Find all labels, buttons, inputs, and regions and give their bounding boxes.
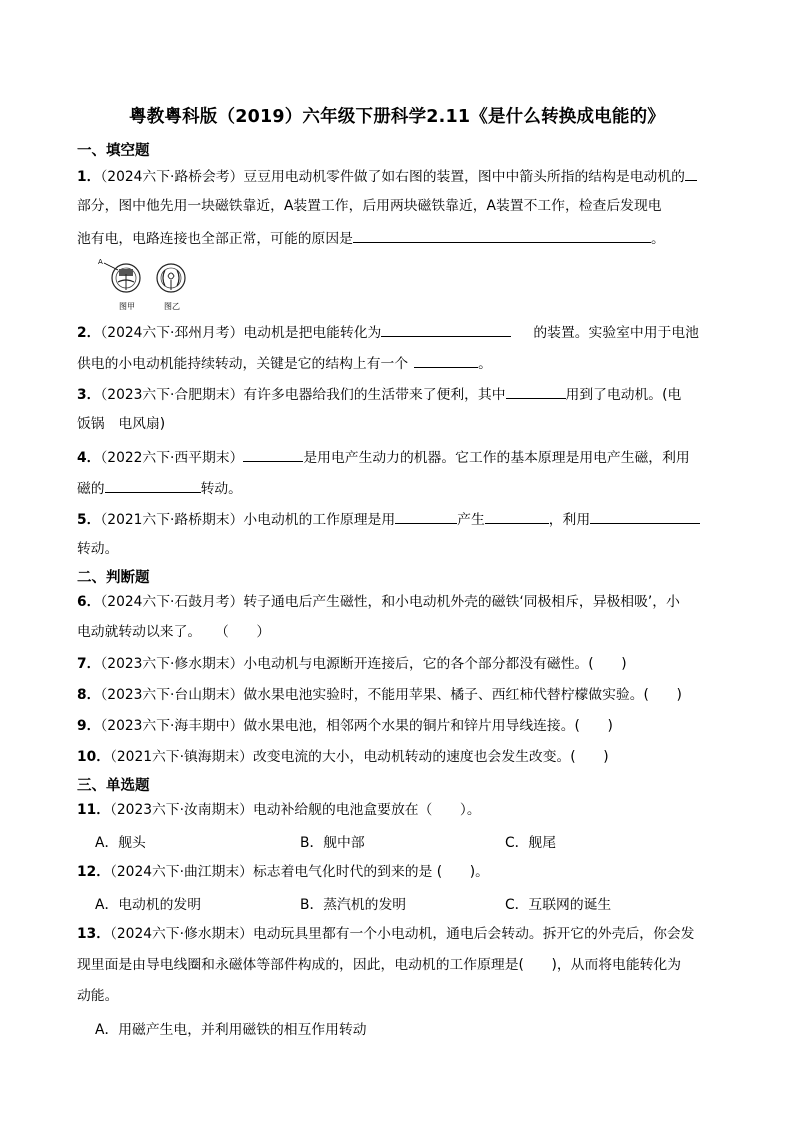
question-7 — [77, 654, 722, 674]
question-source: （2022六下·西平期末） — [100, 450, 244, 466]
option-c[interactable]: C．互联网的诞生 — [505, 897, 612, 913]
question-2-line-1 — [77, 321, 722, 343]
question-text: 。 — [478, 356, 492, 372]
question-6-line-2: 电动就转动以来了。 （ ） — [77, 624, 271, 640]
question-11 — [77, 800, 722, 820]
motor-diagram-image — [96, 256, 196, 316]
question-source: （2024六下·邳州月考） — [100, 325, 244, 341]
question-number: 2． — [77, 325, 101, 341]
answer-blank[interactable] — [485, 508, 549, 524]
option-c[interactable]: C．舰尾 — [505, 835, 557, 851]
question-13-line-3: 动能。 — [77, 988, 119, 1004]
question-text: 做水果电池，相邻两个水果的铜片和锌片用导线连接。( ) — [243, 718, 613, 734]
question-6-line-1 — [77, 592, 722, 612]
page-title: 粤教粤科版（2019）六年级下册科学2.11《是什么转换成电能的》 — [129, 107, 665, 127]
answer-blank[interactable] — [685, 165, 697, 181]
option-b[interactable]: B．舰中部 — [300, 835, 365, 851]
question-source: （2021六下·镇海期末） — [110, 749, 253, 765]
answer-blank[interactable] — [395, 508, 457, 524]
question-source: （2021六下·路桥期末） — [100, 512, 244, 528]
question-text: 做水果电池实验时，不能用苹果、橘子、西红柿代替柠檬做实验。( ) — [243, 687, 682, 703]
question-13-option-a[interactable]: A．用磁产生电，并利用磁铁的相互作用转动 — [95, 1022, 367, 1038]
motor-figure — [96, 256, 196, 316]
question-3-line-1 — [77, 383, 722, 405]
question-1-line-1 — [77, 165, 722, 187]
question-5-line-1 — [77, 508, 722, 530]
answer-blank[interactable] — [243, 446, 303, 462]
question-text: 标志着电气化时代的到来的是 ( )。 — [252, 864, 489, 880]
answer-blank[interactable] — [381, 321, 511, 337]
question-1-line-2: 部分，图中他先用一块磁铁靠近，A装置工作，后用两块磁铁靠近，A装置不工作，检查后发现电 — [77, 198, 662, 214]
question-number: 4． — [77, 450, 101, 466]
question-4-line-1 — [77, 446, 722, 468]
question-8 — [77, 685, 722, 705]
question-text: 磁的 — [77, 481, 105, 497]
question-text: 。 — [650, 231, 665, 247]
figure-label-a: A — [98, 258, 103, 266]
question-5-line-2: 转动。 — [77, 541, 119, 557]
question-number: 9． — [77, 718, 101, 734]
question-number: 7． — [77, 656, 101, 672]
answer-blank[interactable] — [506, 383, 566, 399]
question-text: 转动。 — [200, 481, 242, 497]
question-text: 有许多电器给我们的生活带来了便利，其中 — [243, 387, 506, 403]
answer-blank[interactable] — [414, 352, 478, 368]
question-text: 产生 — [457, 512, 485, 528]
question-3-line-2: 饭锅 电风扇) — [77, 416, 166, 432]
answer-blank[interactable] — [105, 477, 201, 493]
question-text: 用到了电动机。(电 — [565, 387, 682, 403]
question-number: 13． — [77, 926, 110, 942]
option-a[interactable]: A．舰头 — [95, 835, 146, 851]
question-number: 3． — [77, 387, 101, 403]
option-a[interactable]: A．电动机的发明 — [95, 897, 202, 913]
answer-blank[interactable] — [353, 227, 651, 243]
question-text: 小电动机的工作原理是用 — [243, 512, 396, 528]
option-b[interactable]: B．蒸汽机的发明 — [300, 897, 407, 913]
question-text: 电动机是把电能转化为 — [243, 325, 382, 341]
question-text: 供电的小电动机能持续转动，关键是它的结构上有一个 — [77, 356, 409, 372]
question-text: 转子通电后产生磁性，和小电动机外壳的磁铁‘同极相斥，异极相吸’，小 — [243, 594, 680, 610]
question-source: （2024六下·路桥会考） — [100, 169, 244, 185]
figure-caption-1: 图甲 — [119, 302, 135, 311]
question-text: 电动补给舰的电池盒要放在（ ）。 — [252, 802, 481, 818]
question-2-line-2 — [77, 352, 722, 374]
question-13-line-1 — [77, 924, 722, 944]
question-4-line-2 — [77, 477, 722, 499]
question-10 — [77, 747, 722, 767]
question-text: 小电动机与电源断开连接后，它的各个部分都没有磁性。( ) — [243, 656, 627, 672]
question-source: （2024六下·曲江期末） — [110, 864, 253, 880]
question-1-line-3 — [77, 227, 722, 249]
question-text: 改变电流的大小，电动机转动的速度也会发生改变。( ) — [252, 749, 609, 765]
question-source: （2023六下·海丰期中） — [100, 718, 244, 734]
question-text: 是用电产生动力的机器。它工作的基本原理是用电产生磁，利用 — [303, 450, 690, 466]
question-text: 豆豆用电动机零件做了如右图的装置，图中中箭头所指的结构是电动机的 — [243, 169, 685, 185]
question-text: 池有电，电路连接也全部正常，可能的原因是 — [77, 231, 353, 247]
question-number: 5． — [77, 512, 101, 528]
question-number: 10． — [77, 749, 110, 765]
question-text: ，利用 — [548, 512, 591, 528]
question-source: （2023六下·修水期末） — [100, 656, 244, 672]
question-source: （2023六下·台山期末） — [100, 687, 244, 703]
question-number: 11． — [77, 802, 110, 818]
section-heading-single: 三、单选题 — [77, 778, 150, 794]
question-source: （2023六下·汝南期末） — [110, 802, 253, 818]
question-source: （2024六下·修水期末） — [110, 926, 253, 942]
answer-blank[interactable] — [590, 508, 700, 524]
question-text: 的装置。实验室中用于电池 — [533, 325, 699, 341]
question-13-line-2: 现里面是由导电线圈和永磁体等部件构成的，因此，电动机的工作原理是( )，从而将电能转化为 — [77, 957, 682, 973]
question-number: 8． — [77, 687, 101, 703]
question-source: （2024六下·石鼓月考） — [100, 594, 244, 610]
question-number: 12． — [77, 864, 110, 880]
question-number: 6． — [77, 594, 101, 610]
question-number: 1． — [77, 169, 101, 185]
question-source: （2023六下·合肥期末） — [100, 387, 244, 403]
question-text: 电动玩具里都有一个小电动机，通电后会转动。拆开它的外壳后，你会发 — [252, 926, 695, 942]
question-9 — [77, 716, 722, 736]
figure-caption-2: 图乙 — [164, 302, 180, 311]
section-heading-judge: 二、判断题 — [77, 570, 150, 586]
section-heading-fill: 一、填空题 — [77, 143, 150, 159]
question-12 — [77, 862, 722, 882]
